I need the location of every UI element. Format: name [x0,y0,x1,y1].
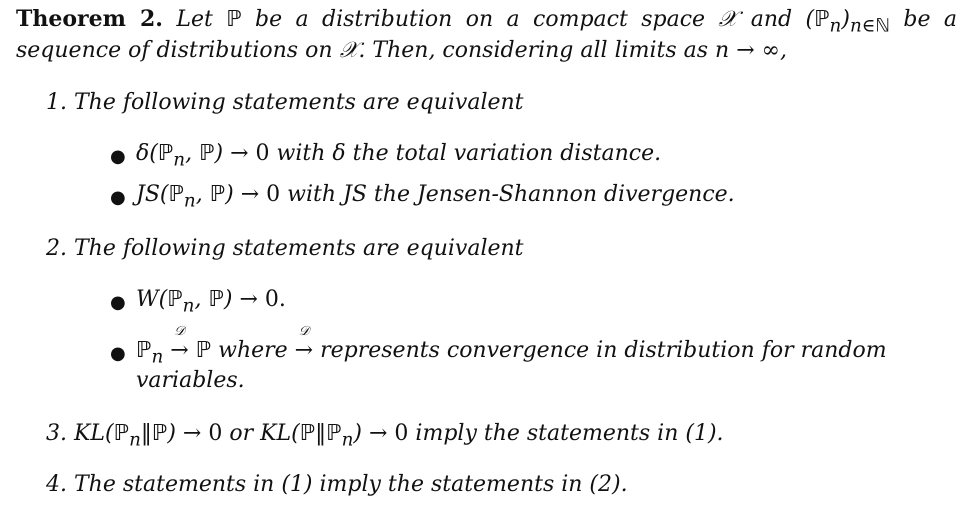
bullet-item-js [136,182,735,211]
bullet-item-tv [136,141,661,170]
bullet-formula: JS(ℙ$_n$, ℙ) → 0 [136,182,281,212]
list-item-1 [46,90,524,115]
bullet-formula: W(ℙ$_n$, ℙ) → 0. [136,287,286,317]
item-number: 4. [46,472,67,497]
theorem-line-2: sequence of distributions on 𝒳. Then, considering all limits as n → ∞, [16,38,787,63]
bullet-icon: ● [110,146,126,167]
item-number: 1. [46,90,67,115]
list-item-2 [46,236,524,261]
item-text: KL(ℙ$_n$‖ℙ) → 0 or KL(ℙ‖ℙ$_n$) → 0 imply the statements in (1). [74,421,724,451]
bullet-text: with δ the total variation distance. [269,141,662,166]
convergence-arrow: 𝒟 → [294,324,314,363]
bullet-icon: ● [110,343,126,364]
bullet-text: represents convergence in distribution for random [320,338,887,363]
item-text: The following statements are equivalent [74,90,524,115]
item-number: 2. [46,236,67,261]
item-text: The following statements are equivalent [74,236,524,261]
theorem-line1-text: Let ℙ be a distribution on a compact space 𝒳 and $(ℙ_n)_{n\in ℕ}$ be a [176,7,957,37]
theorem-label: Theorem 2. [16,6,163,32]
bullet-continuation: variables. [136,368,245,393]
bullet-item-dist: ℙ$_n$ 𝒟 → ℙ where 𝒟 → represents convergence in distribution for random [136,324,887,368]
bullet-formula: δ(ℙ$_n$, ℙ) → 0 [136,141,270,171]
bullet-text: with JS the Jensen-Shannon divergence. [280,182,735,207]
list-item-3 [46,421,724,450]
item-text: The statements in (1) imply the statements in (2). [74,472,628,497]
convergence-arrow: 𝒟 → [170,324,189,363]
bullet-item-w [136,287,286,316]
bullet-icon: ● [110,292,126,313]
theorem-line-1 [16,6,957,36]
bullet-icon: ● [110,187,126,208]
item-number: 3. [46,421,67,446]
list-item-4 [46,472,628,497]
